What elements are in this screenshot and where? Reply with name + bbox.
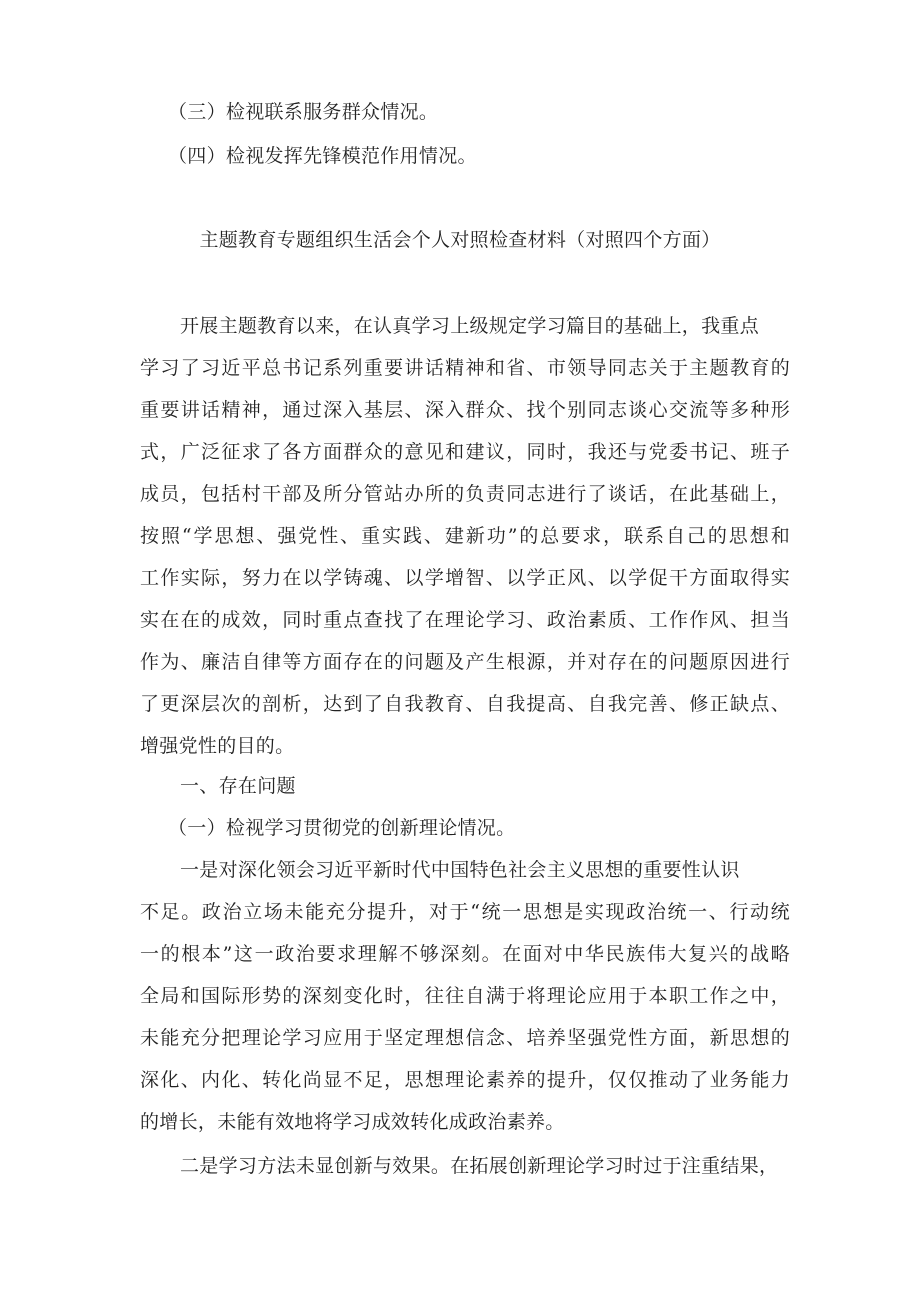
para2-line: 二是学习方法未显创新与效果。在拓展创新理论学习时过于注重结果， xyxy=(180,1155,779,1177)
intro-line: 开展主题教育以来，在认真学习上级规定学习篇目的基础上，我重点 xyxy=(180,315,760,337)
section-heading: 一、存在问题 xyxy=(180,775,296,797)
intro-line: 实在在的成效，同时重点查找了在理论学习、政治素质、工作作风、担当 xyxy=(140,609,790,631)
para1-line: 全局和国际形势的深刻变化时，往往自满于将理论应用于本职工作之中， xyxy=(140,985,790,1007)
document-title: 主题教育专题组织生活会个人对照检查材料（对照四个方面） xyxy=(199,229,721,251)
intro-line: 作为、廉洁自律等方面存在的问题及产生根源，并对存在的问题原因进行 xyxy=(140,651,790,673)
item-three: （三）检视联系服务群众情况。 xyxy=(168,101,439,123)
intro-line: 增强党性的目的。 xyxy=(140,735,295,757)
intro-line: 了更深层次的剖析，达到了自我教育、自我提高、自我完善、修正缺点、 xyxy=(140,693,790,715)
intro-line: 式，广泛征求了各方面群众的意见和建议，同时，我还与党委书记、班子 xyxy=(140,441,790,463)
para1-line: 的增长，未能有效地将学习成效转化成政治素养。 xyxy=(140,1111,565,1133)
para1-line: 未能充分把理论学习应用于坚定理想信念、培养坚强党性方面，新思想的 xyxy=(140,1027,790,1049)
intro-line: 学习了习近平总书记系列重要讲话精神和省、市领导同志关于主题教育的 xyxy=(140,357,790,379)
para1-line: 一的根本”这一政治要求理解不够深刻。在面对中华民族伟大复兴的战略 xyxy=(140,943,790,965)
intro-line: 重要讲话精神，通过深入基层、深入群众、找个别同志谈心交流等多种形 xyxy=(140,399,790,421)
para1-line: 一是对深化领会习近平新时代中国特色社会主义思想的重要性认识 xyxy=(180,859,740,881)
para1-line: 不足。政治立场未能充分提升，对于“统一思想是实现政治统一、行动统 xyxy=(140,901,790,923)
intro-line: 按照“学思想、强党性、重实践、建新功”的总要求，联系自己的思想和 xyxy=(140,525,790,547)
intro-line: 成员，包括村干部及所分管站办所的负责同志进行了谈话，在此基础上， xyxy=(140,483,790,505)
subsection-heading: （一）检视学习贯彻党的创新理论情况。 xyxy=(168,817,516,839)
intro-line: 工作实际，努力在以学铸魂、以学增智、以学正风、以学促干方面取得实 xyxy=(140,567,790,589)
item-four: （四）检视发挥先锋模范作用情况。 xyxy=(168,145,477,167)
para1-line: 深化、内化、转化尚显不足，思想理论素养的提升，仅仅推动了业务能力 xyxy=(140,1069,790,1091)
